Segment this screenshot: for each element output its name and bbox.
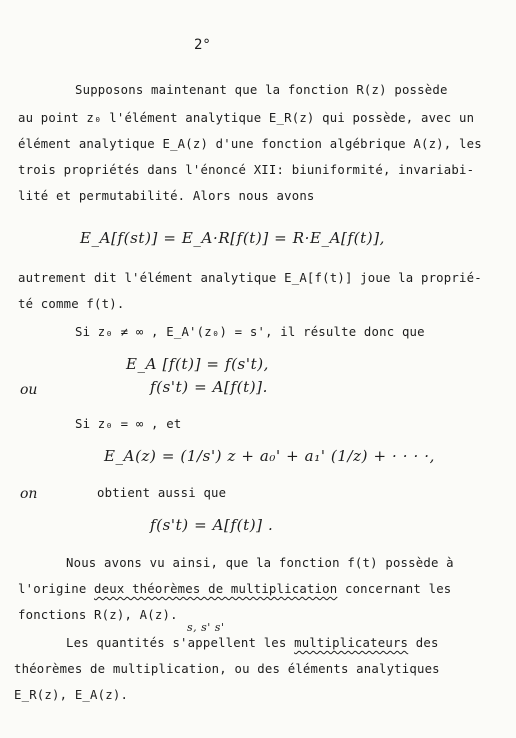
on-word: on [20,486,38,502]
text-segment: concernant les [337,582,452,596]
text-line: au point z₀ l'élément analytique E_R(z) qui possède, avec un [18,111,475,125]
text-line: fonctions R(z), A(z). [18,608,178,622]
text-line: Si z₀ = ∞ , et [75,417,182,431]
text-line: élément analytique E_A(z) d'une fonction algébrique A(z), les [18,137,482,151]
text-segment: des [408,636,439,650]
text-segment: Les quantités [66,636,173,650]
equation-4: E_A(z) = (1/s') z + a₀' + a₁' (1/z) + · · · ·, [104,447,435,465]
text-line [66,636,439,650]
ou-word: ou [20,382,38,398]
text-segment: s'appellent les [172,636,295,650]
underlined-word: multiplicateurs [294,636,409,650]
text-line [18,582,451,596]
text-line: théorèmes de multiplication, ou des éléments analytiques [14,662,440,676]
equation-1: E_A[f(st)] = E_A·R[f(t)] = R·E_A[f(t)], [80,229,386,247]
page-number: 2° [194,37,211,53]
underlined-phrase: deux théorèmes de multiplication [94,582,338,596]
equation-2: E_A [f(t)] = f(s't), [126,355,270,373]
text-line: Supposons maintenant que la fonction R(z) possède [75,83,448,97]
text-line: té comme f(t). [18,297,125,311]
equation-3: f(s't) = A[f(t)]. [150,378,268,396]
text-line: Nous avons vu ainsi, que la fonction f(t) possède à [66,556,454,570]
margin-note: s, s' s' [187,621,225,634]
text-segment: l'origine [18,582,95,596]
text-line: trois propriétés dans l'énoncé XII: biuniformité, invariabi- [18,163,475,177]
text-line: lité et permutabilité. Alors nous avons [18,189,315,203]
text-line: E_R(z), E_A(z). [14,688,129,702]
text-line: Si z₀ ≠ ∞ , E_A'(z₀) = s', il résulte donc que [75,325,425,339]
text-line: autrement dit l'élément analytique E_A[f(t)] joue la proprié- [18,271,482,285]
equation-5: f(s't) = A[f(t)] . [150,516,274,534]
text-line: obtient aussi que [97,486,227,500]
